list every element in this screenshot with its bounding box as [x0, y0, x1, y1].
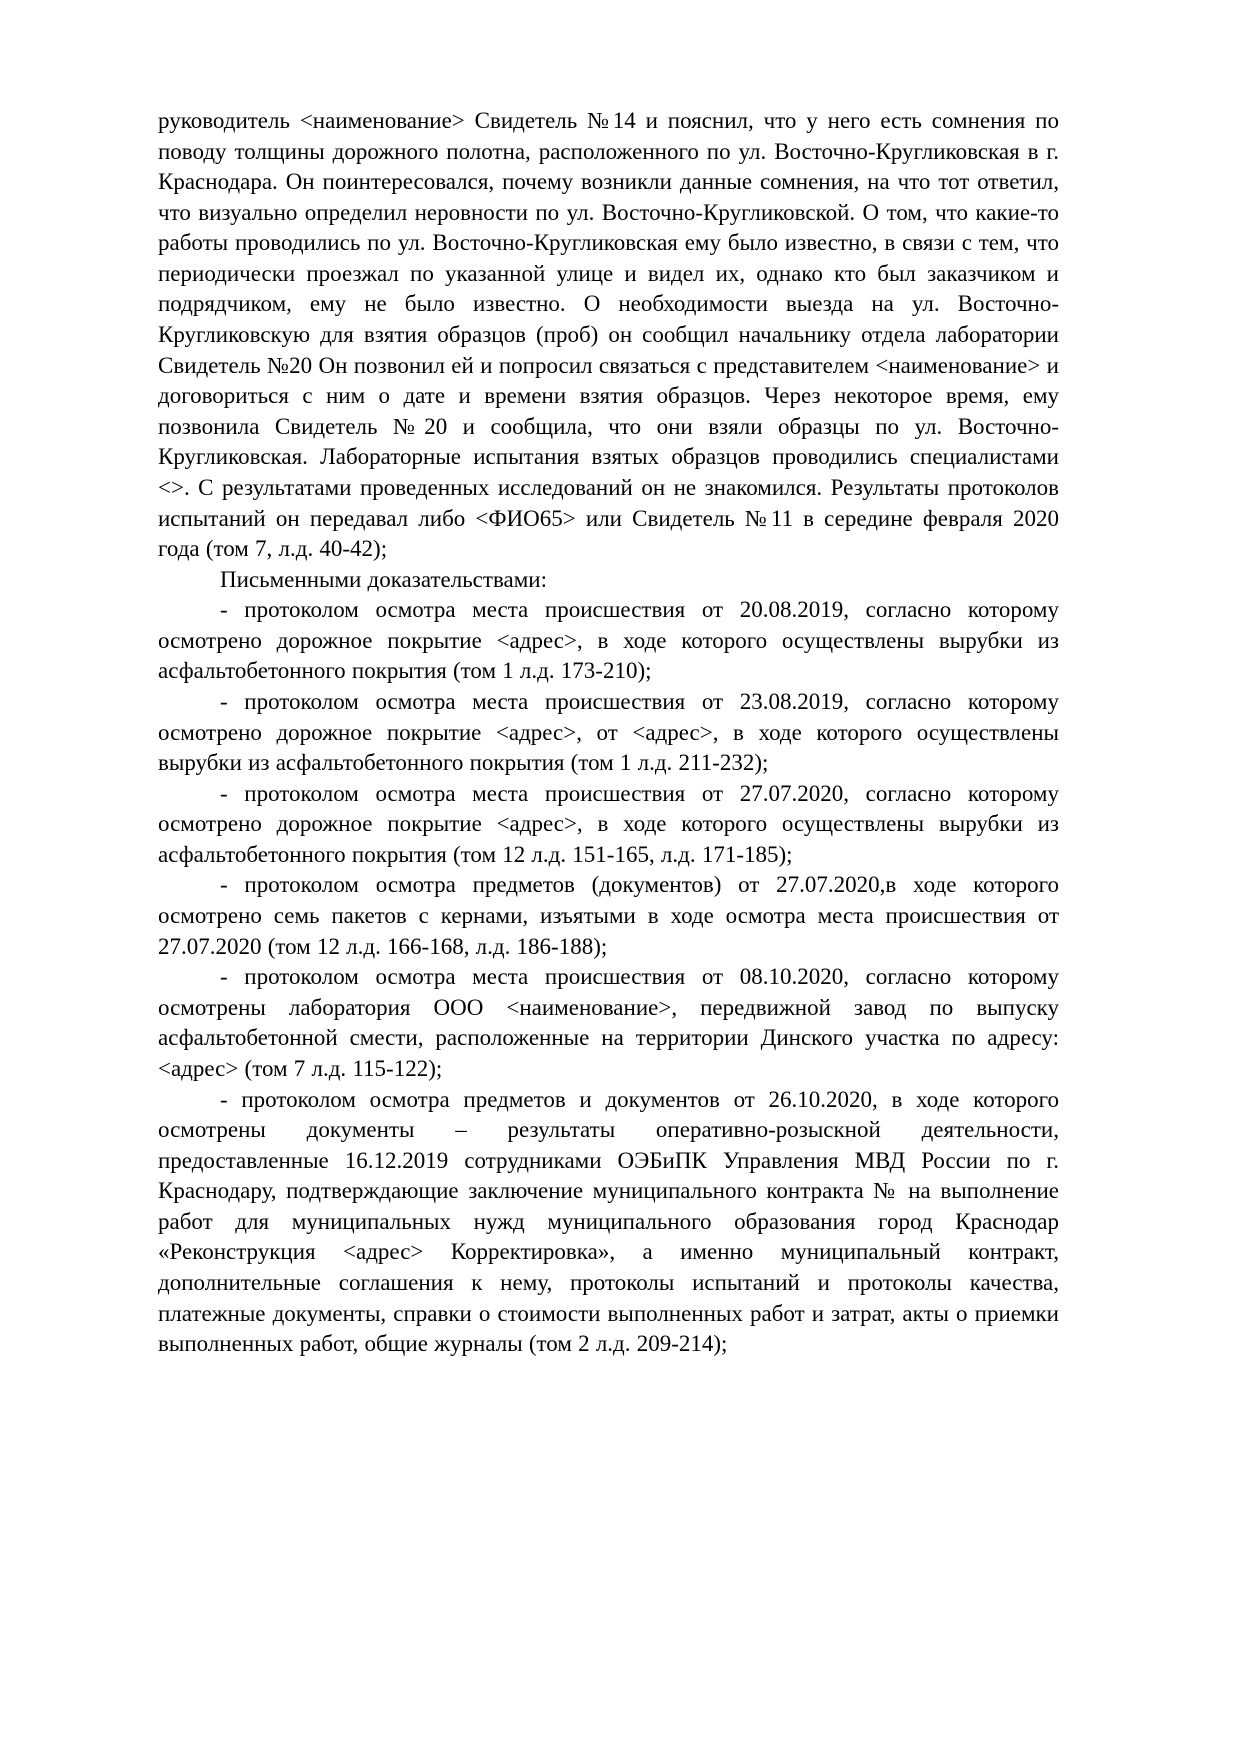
paragraph: - протоколом осмотра предметов (документов) от 27.07.2020,в ходе которого осмотрено семь пакетов с кернами, изъятыми в ходе осмотра места происшествия от 27.07.2020 (том 12 л.д. 166-168, л.д. 186-188);	[158, 872, 1059, 959]
paragraph: - протоколом осмотра места происшествия от 27.07.2020, согласно которому осмотрено дорожное покрытие <адрес>, в ходе которого осуществлены вырубки из асфальтобетонного покрытия (том 12 л.д. 151-165, л.д. 171-185);	[158, 780, 1059, 867]
paragraph: руководитель <наименование> Свидетель №14 и пояснил, что у него есть сомнения по поводу толщины дорожного полотна, расположенного по ул. Восточно-Кругликовская в г. Краснодара. Он поинтересовался, почему возникли данные сомнения, на что тот ответил, что визуально определил неровности по ул. Восточно-Кругликовской. О том, что какие-то работы проводились по ул. Восточно-Кругликовская ему было известно, в связи с тем, что периодически проезжал по указанной улице и видел их, однако кто был заказчиком и подрядчиком, ему не было известно. О необходимости выезда на ул. Восточно-Кругликовскую для взятия образцов (проб) он сообщил начальнику отдела лаборатории Свидетель №20 Он позвонил ей и попросил связаться с представителем <наименование> и договориться с ним о дате и времени взятия образцов. Через некоторое время, ему позвонила Свидетель №20 и сообщила, что они взяли образцы по ул. Восточно-Кругликовская. Лабораторные испытания взятых образцов проводились специалистами <>. С результатами проведенных исследований он не знакомился. Результаты протоколов испытаний он передавал либо <ФИО65> или Свидетель №11 в середине февраля 2020 года (том 7, л.д. 40-42);	[158, 108, 1059, 562]
paragraph: Письменными доказательствами:	[220, 566, 547, 592]
paragraph: - протоколом осмотра места происшествия от 08.10.2020, согласно которому осмотрены лаборатория ООО <наименование>, передвижной завод по выпуску асфальтобетонной смести, расположенные на территории Динского участка по адресу: <адрес> (том 7 л.д. 115-122);	[158, 964, 1059, 1081]
document-content	[158, 106, 1059, 1360]
paragraph: - протоколом осмотра места происшествия от 20.08.2019, согласно которому осмотрено дорожное покрытие <адрес>, в ходе которого осуществлены вырубки из асфальтобетонного покрытия (том 1 л.д. 173-210);	[158, 597, 1059, 684]
paragraph: - протоколом осмотра предметов и документов от 26.10.2020, в ходе которого осмотрены документы – результаты оперативно-розыскной деятельности, предоставленные 16.12.2019 сотрудниками ОЭБиПК Управления МВД России по г. Краснодару, подтверждающие заключение муниципального контракта № на выполнение работ для муниципальных нужд муниципального образования город Краснодар «Реконструкция <адрес> Корректировка», а именно муниципальный контракт, дополнительные соглашения к нему, протоколы испытаний и протоколы качества, платежные документы, справки о стоимости выполненных работ и затрат, акты о приемки выполненных работ, общие журналы (том 2 л.д. 209-214);	[158, 1086, 1059, 1357]
paragraph: - протоколом осмотра места происшествия от 23.08.2019, согласно которому осмотрено дорожное покрытие <адрес>, от <адрес>, в ходе которого осуществлены вырубки из асфальтобетонного покрытия (том 1 л.д. 211-232);	[158, 688, 1059, 776]
